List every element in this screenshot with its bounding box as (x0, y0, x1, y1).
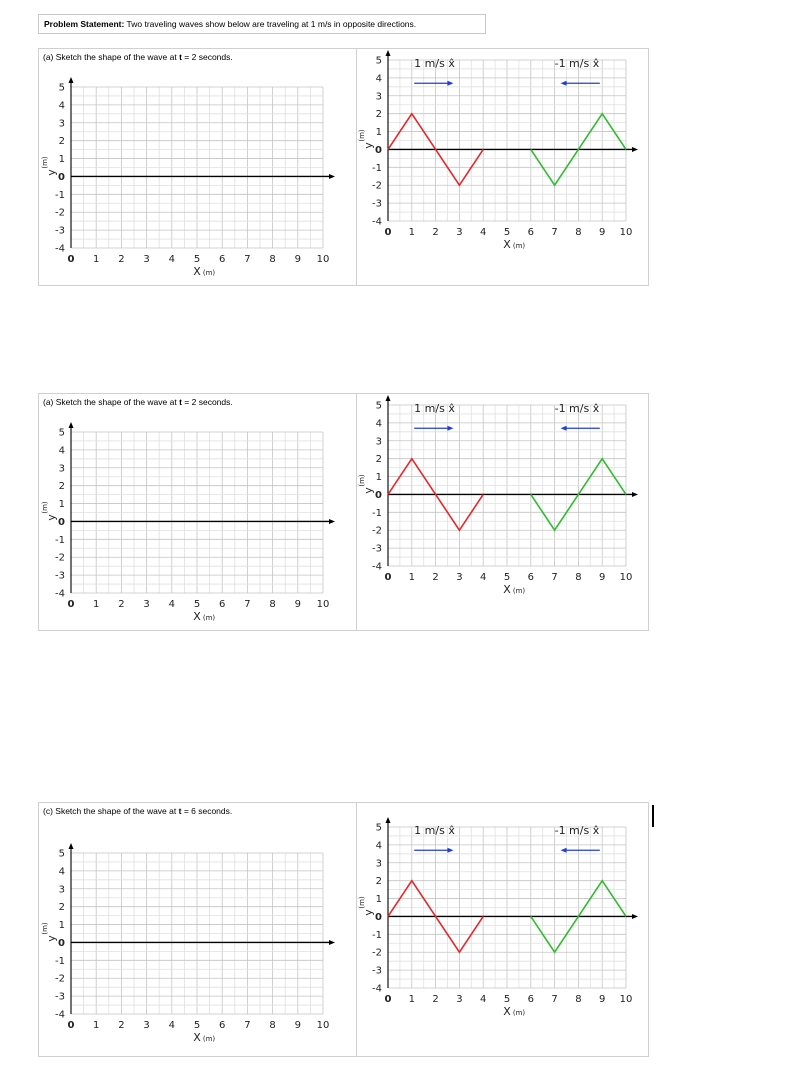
y-axis-unit: (m) (358, 896, 366, 909)
prompt-t: t (179, 397, 182, 407)
panel-b (38, 393, 649, 631)
y-tick-label: -3 (372, 543, 382, 555)
y-tick-label: -3 (55, 225, 65, 237)
panel-prompt (43, 397, 233, 407)
prompt-suffix: = 6 seconds. (181, 806, 233, 816)
x-tick-label: 7 (551, 572, 558, 583)
y-tick-label: 5 (58, 427, 65, 439)
x-tick-label: 0 (384, 572, 392, 583)
y-axis-unit: (m) (41, 501, 49, 514)
y-axis-arrow (69, 422, 74, 428)
y-tick-label: -2 (372, 947, 382, 959)
prompt-suffix: = 2 seconds. (181, 397, 233, 407)
x-tick-label: 1 (408, 227, 415, 238)
y-tick-label: -4 (55, 243, 65, 255)
problem-label: Problem Statement: (44, 19, 125, 29)
x-axis-unit: (m) (512, 587, 526, 595)
x-tick-label: 8 (575, 572, 582, 583)
x-tick-label: 0 (67, 254, 75, 265)
panel-prompt (43, 806, 232, 816)
y-tick-label: 0 (375, 144, 382, 156)
empty-answer-graph (41, 424, 341, 629)
y-tick-label: 3 (375, 91, 382, 103)
x-tick-label: 0 (67, 599, 75, 610)
y-tick-label: 4 (58, 866, 65, 878)
y-tick-label: 1 (58, 920, 65, 932)
x-tick-label: 8 (269, 1020, 276, 1031)
panel-prompt (43, 52, 233, 62)
x-tick-label: 6 (219, 599, 226, 610)
arrow-left-head (561, 426, 567, 431)
y-tick-label: 0 (58, 516, 65, 528)
y-tick-label: 1 (375, 472, 382, 484)
x-tick-label: 10 (619, 994, 633, 1005)
x-tick-label: 3 (143, 1020, 150, 1031)
x-axis-label: X (193, 1031, 201, 1044)
x-tick-label: 4 (480, 227, 487, 238)
x-tick-label: 2 (118, 599, 125, 610)
panel-a (38, 48, 649, 286)
y-tick-label: -4 (372, 216, 382, 228)
y-tick-label: -1 (55, 534, 65, 546)
x-tick-label: 2 (118, 254, 125, 265)
x-tick-label: 6 (527, 572, 534, 583)
prompt-prefix: (a) Sketch the shape of the wave at (43, 397, 180, 407)
x-tick-label: 3 (456, 572, 463, 583)
x-tick-label: 3 (456, 227, 463, 238)
empty-answer-graph (41, 845, 341, 1050)
x-axis-unit: (m) (202, 1035, 216, 1043)
x-tick-label: 2 (432, 994, 439, 1005)
y-tick-label: 0 (375, 489, 382, 501)
x-tick-label: 3 (143, 599, 150, 610)
y-axis-arrow (386, 50, 391, 56)
arrow-left-head (561, 81, 567, 86)
y-tick-label: -2 (55, 207, 65, 219)
y-axis-arrow (69, 843, 74, 849)
x-tick-label: 5 (503, 572, 511, 583)
y-tick-label: -4 (372, 561, 382, 573)
y-tick-label: 5 (58, 82, 65, 94)
prompt-suffix: = 2 seconds. (181, 52, 233, 62)
y-tick-label: -2 (372, 525, 382, 537)
x-tick-label: 6 (219, 254, 226, 265)
wave-graph (358, 397, 644, 602)
x-tick-label: 9 (294, 599, 301, 610)
y-tick-label: 1 (375, 127, 382, 139)
prompt-t: t (179, 52, 182, 62)
x-tick-label: 1 (408, 572, 415, 583)
y-tick-label: 4 (58, 445, 65, 457)
y-axis-unit: (m) (358, 129, 366, 142)
y-axis-label: y (362, 909, 375, 916)
x-tick-label: 1 (93, 254, 100, 265)
y-tick-label: -3 (372, 198, 382, 210)
y-tick-label: -1 (372, 507, 382, 519)
x-axis-label: X (193, 610, 201, 623)
x-axis-arrow (632, 914, 638, 919)
x-tick-label: 0 (67, 1020, 75, 1031)
arrow-right-head (447, 81, 453, 86)
y-axis-unit: (m) (41, 156, 49, 169)
y-tick-label: -2 (55, 973, 65, 985)
x-tick-label: 9 (294, 254, 301, 265)
y-tick-label: 2 (58, 481, 65, 493)
velocity-label-right: 1 m/s x̂ (414, 402, 455, 416)
y-tick-label: -2 (372, 180, 382, 192)
y-tick-label: 5 (375, 822, 382, 834)
x-axis-unit: (m) (512, 1009, 526, 1017)
x-tick-label: 4 (480, 994, 487, 1005)
wave-graph (358, 819, 644, 1024)
x-axis-arrow (329, 519, 335, 524)
x-axis-arrow (632, 147, 638, 152)
y-axis-label: y (45, 935, 58, 942)
x-tick-label: 9 (599, 994, 606, 1005)
y-axis-label: y (362, 142, 375, 149)
y-tick-label: -3 (55, 570, 65, 582)
text-cursor (652, 805, 654, 827)
y-tick-label: 1 (58, 154, 65, 166)
x-tick-label: 3 (143, 254, 150, 265)
x-axis-arrow (329, 174, 335, 179)
x-tick-label: 4 (168, 599, 175, 610)
x-tick-label: 5 (193, 254, 201, 265)
velocity-label-right: 1 m/s x̂ (414, 824, 455, 838)
y-axis-label: y (45, 514, 58, 521)
problem-text: Two traveling waves show below are traveling at 1 m/s in opposite directions. (126, 19, 417, 29)
x-axis-label: X (503, 1005, 511, 1018)
x-tick-label: 7 (244, 1020, 251, 1031)
x-tick-label: 2 (432, 227, 439, 238)
y-axis-unit: (m) (358, 474, 366, 487)
y-tick-label: 0 (58, 937, 65, 949)
x-tick-label: 0 (384, 994, 392, 1005)
y-tick-label: 2 (58, 902, 65, 914)
y-tick-label: -3 (372, 965, 382, 977)
prompt-prefix: (a) Sketch the shape of the wave at (43, 52, 180, 62)
y-tick-label: 0 (58, 171, 65, 183)
x-tick-label: 2 (118, 1020, 125, 1031)
empty-answer-graph (41, 79, 341, 284)
prompt-prefix: (c) Sketch the shape of the wave at (43, 806, 179, 816)
x-axis-label: X (193, 265, 201, 278)
arrow-right-head (447, 848, 453, 853)
x-tick-label: 9 (294, 1020, 301, 1031)
x-tick-label: 6 (527, 994, 534, 1005)
y-tick-label: 5 (375, 55, 382, 67)
y-tick-label: 4 (375, 73, 382, 85)
y-tick-label: 3 (375, 858, 382, 870)
x-tick-label: 2 (432, 572, 439, 583)
x-axis-arrow (329, 940, 335, 945)
x-tick-label: 1 (93, 599, 100, 610)
x-tick-label: 6 (527, 227, 534, 238)
problem-statement (38, 14, 486, 34)
y-tick-label: 2 (58, 136, 65, 148)
x-tick-label: 3 (456, 994, 463, 1005)
wave-graph (358, 52, 644, 257)
y-tick-label: 2 (375, 876, 382, 888)
y-tick-label: 2 (375, 454, 382, 466)
panel-divider (356, 49, 357, 285)
x-tick-label: 7 (551, 227, 558, 238)
y-tick-label: 2 (375, 109, 382, 121)
x-tick-label: 10 (316, 254, 330, 265)
y-axis-unit: (m) (41, 922, 49, 935)
y-tick-label: 4 (375, 840, 382, 852)
panel-c (38, 802, 649, 1057)
y-tick-label: -1 (55, 955, 65, 967)
x-axis-unit: (m) (202, 614, 216, 622)
y-tick-label: -1 (55, 189, 65, 201)
x-tick-label: 8 (575, 227, 582, 238)
y-tick-label: -4 (55, 1009, 65, 1021)
y-tick-label: 1 (375, 894, 382, 906)
y-tick-label: 5 (58, 848, 65, 860)
x-tick-label: 5 (193, 1020, 201, 1031)
y-tick-label: 3 (58, 463, 65, 475)
x-tick-label: 0 (384, 227, 392, 238)
x-tick-label: 10 (316, 1020, 330, 1031)
y-axis-arrow (386, 395, 391, 401)
y-tick-label: 0 (375, 911, 382, 923)
velocity-label-left: -1 m/s x̂ (554, 402, 600, 416)
x-axis-unit: (m) (512, 242, 526, 250)
y-axis-arrow (386, 817, 391, 823)
x-tick-label: 5 (193, 599, 201, 610)
x-tick-label: 1 (93, 1020, 100, 1031)
y-tick-label: 3 (58, 118, 65, 130)
x-tick-label: 5 (503, 227, 511, 238)
x-axis-arrow (632, 492, 638, 497)
y-tick-label: 4 (375, 418, 382, 430)
x-tick-label: 4 (480, 572, 487, 583)
y-tick-label: 3 (375, 436, 382, 448)
x-tick-label: 8 (269, 599, 276, 610)
y-tick-label: -4 (372, 983, 382, 995)
x-tick-label: 9 (599, 227, 606, 238)
x-axis-label: X (503, 238, 511, 251)
x-tick-label: 6 (219, 1020, 226, 1031)
panel-divider (356, 803, 357, 1056)
velocity-label-left: -1 m/s x̂ (554, 57, 600, 71)
x-tick-label: 7 (244, 254, 251, 265)
y-axis-label: y (45, 169, 58, 176)
prompt-t: t (178, 806, 182, 816)
x-axis-label: X (503, 583, 511, 596)
x-tick-label: 9 (599, 572, 606, 583)
y-tick-label: 4 (58, 100, 65, 112)
y-tick-label: -4 (55, 588, 65, 600)
y-axis-arrow (69, 77, 74, 83)
x-tick-label: 7 (551, 994, 558, 1005)
y-tick-label: -3 (55, 991, 65, 1003)
x-tick-label: 8 (269, 254, 276, 265)
x-tick-label: 10 (619, 572, 633, 583)
y-axis-label: y (362, 487, 375, 494)
y-tick-label: -1 (372, 162, 382, 174)
x-tick-label: 10 (619, 227, 633, 238)
y-tick-label: 5 (375, 400, 382, 412)
velocity-label-left: -1 m/s x̂ (554, 824, 600, 838)
y-tick-label: -1 (372, 929, 382, 941)
x-axis-unit: (m) (202, 269, 216, 277)
x-tick-label: 8 (575, 994, 582, 1005)
x-tick-label: 1 (408, 994, 415, 1005)
arrow-left-head (561, 848, 567, 853)
arrow-right-head (447, 426, 453, 431)
y-tick-label: 3 (58, 884, 65, 896)
x-tick-label: 4 (168, 1020, 175, 1031)
panel-divider (356, 394, 357, 630)
x-tick-label: 7 (244, 599, 251, 610)
y-tick-label: -2 (55, 552, 65, 564)
x-tick-label: 4 (168, 254, 175, 265)
x-tick-label: 10 (316, 599, 330, 610)
y-tick-label: 1 (58, 499, 65, 511)
velocity-label-right: 1 m/s x̂ (414, 57, 455, 71)
x-tick-label: 5 (503, 994, 511, 1005)
